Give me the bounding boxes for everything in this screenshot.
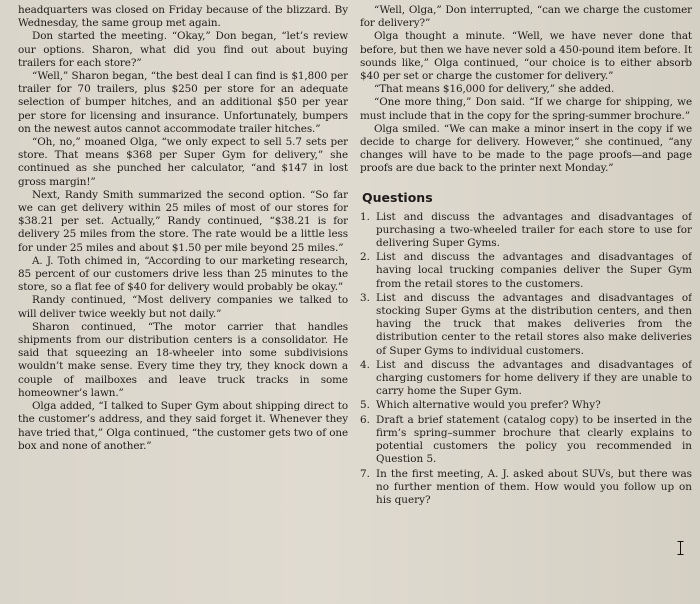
question-number: 6. [360, 413, 370, 426]
question-text: List and discuss the advantages and disadvantages of charging customers for home delivery if they are unable to carry home the Super Gym. [376, 358, 692, 398]
question-number: 5. [360, 399, 370, 412]
question-text: List and discuss the advantages and disadvantages of stocking Super Gyms at the distribution centers, and then having the truck that makes deliveries from the distribution center to the retail stores also make deliveries of Super Gyms to individual customers. [376, 291, 692, 357]
paragraph: Olga smiled. “We can make a minor insert in the copy if we decide to charge for delivery. However,” she continued, “any changes will have to be made to the page proofs—and page proofs are due back to the printer next Monday.” [360, 122, 692, 175]
question-number: 1. [360, 210, 370, 223]
paragraph: Olga thought a minute. “Well, we have never done that before, but then we have never sold a 450-pound item before. It sounds like,” Olga continued, “our choice is to either absorb $40 per set or charge the customer for delivery.” [360, 30, 692, 83]
paragraph: Next, Randy Smith summarized the second option. “So far we can get delivery within 25 miles of most of our stores for $38.21 per set. Actually,” Randy continued, “$38.21 is for delivery 25 miles from the store. The rate would be a little less for under 25 miles and about $1.50 per mile beyond 25 miles.” [18, 188, 348, 254]
question-text: Which alternative would you prefer? Why? [376, 399, 601, 412]
question-text: List and discuss the advantages and disadvantages of purchasing a two-wheeled trailer for each store to use for delivering Super Gyms. [376, 210, 692, 250]
question-text: In the first meeting, A. J. asked about SUVs, but there was no further mention of them. How would you follow up on his query? [376, 467, 692, 506]
question-number: 2. [360, 251, 370, 264]
paragraph: Sharon continued, “The motor carrier that handles shipments from our distribution centers is a consolidator. He said that squeezing an 18-wheeler into some subdivisions wouldn’t make sense. Every time they try, they knock down a couple of mailboxes and leave truck tracks in some homeowner’s lawn.” [18, 320, 348, 399]
question-item [360, 359, 692, 399]
question-number: 4. [360, 358, 370, 371]
paragraph: “That means $16,000 for delivery,” she added. [374, 83, 615, 96]
question-text: Draft a brief statement (catalog copy) to be inserted in the firm’s spring–summer brochure that clearly explains to potential customers the policy you recommended in Question 5. [376, 413, 692, 466]
right-column [360, 4, 692, 604]
question-number: 7. [360, 467, 370, 480]
paragraph: “One more thing,” Don said. “If we charge for shipping, we must include that in the copy for the spring-summer brochure.” [360, 96, 692, 122]
paragraph: “Well,” Sharon began, “the best deal I can find is $1,800 per trailer for 70 trailers, plus $250 per store for an adequate selection of bumper hitches, and an additional $50 per year per store for licensing and insurance. Unfortunately, bumpers on the newest autos cannot accommodate trailer hitches.” [18, 70, 348, 135]
paragraph: headquarters was closed on Friday because of the blizzard. By Wednesday, the same group met again. [18, 4, 348, 30]
question-item [360, 399, 692, 412]
paragraph: A. J. Toth chimed in, “According to our marketing research, 85 percent of our customers drive less than 25 minutes to the store, so a flat fee of $40 for delivery would probably be okay.” [18, 254, 348, 294]
question-number: 3. [360, 291, 370, 304]
left-column [18, 4, 348, 604]
questions-heading: Questions [362, 189, 433, 205]
paragraph: “Oh, no,” moaned Olga, “we only expect to sell 5.7 sets per store. That means $368 per Super Gym for delivery,” she continued as she punched her calculator, “and $147 in lost gross margin!” [18, 136, 348, 188]
questions-list [360, 211, 692, 507]
question-item [360, 414, 692, 467]
paragraph: “Well, Olga,” Don interrupted, “can we charge the customer for delivery?” [360, 4, 692, 30]
question-text: List and discuss the advantages and disadvantages of having local trucking companies deliver the Super Gym from the retail stores to the customers. [376, 251, 692, 290]
text-cursor-icon [677, 540, 684, 554]
question-item [360, 292, 692, 358]
paragraph: Randy continued, “Most delivery companies we talked to will deliver twice weekly but not daily.” [18, 294, 348, 320]
paragraph: Olga added, “I talked to Super Gym about shipping direct to the customer’s address, and they said forget it. Whenever they have tried that,” Olga continued, “the customer gets two of one box and none of another.” [18, 400, 348, 452]
question-item [360, 251, 692, 291]
question-item [360, 211, 692, 251]
question-item [360, 468, 692, 508]
paragraph: Don started the meeting. “Okay,” Don began, “let’s review our options. Sharon, what did you find out about buying trailers for each store?” [18, 30, 348, 69]
